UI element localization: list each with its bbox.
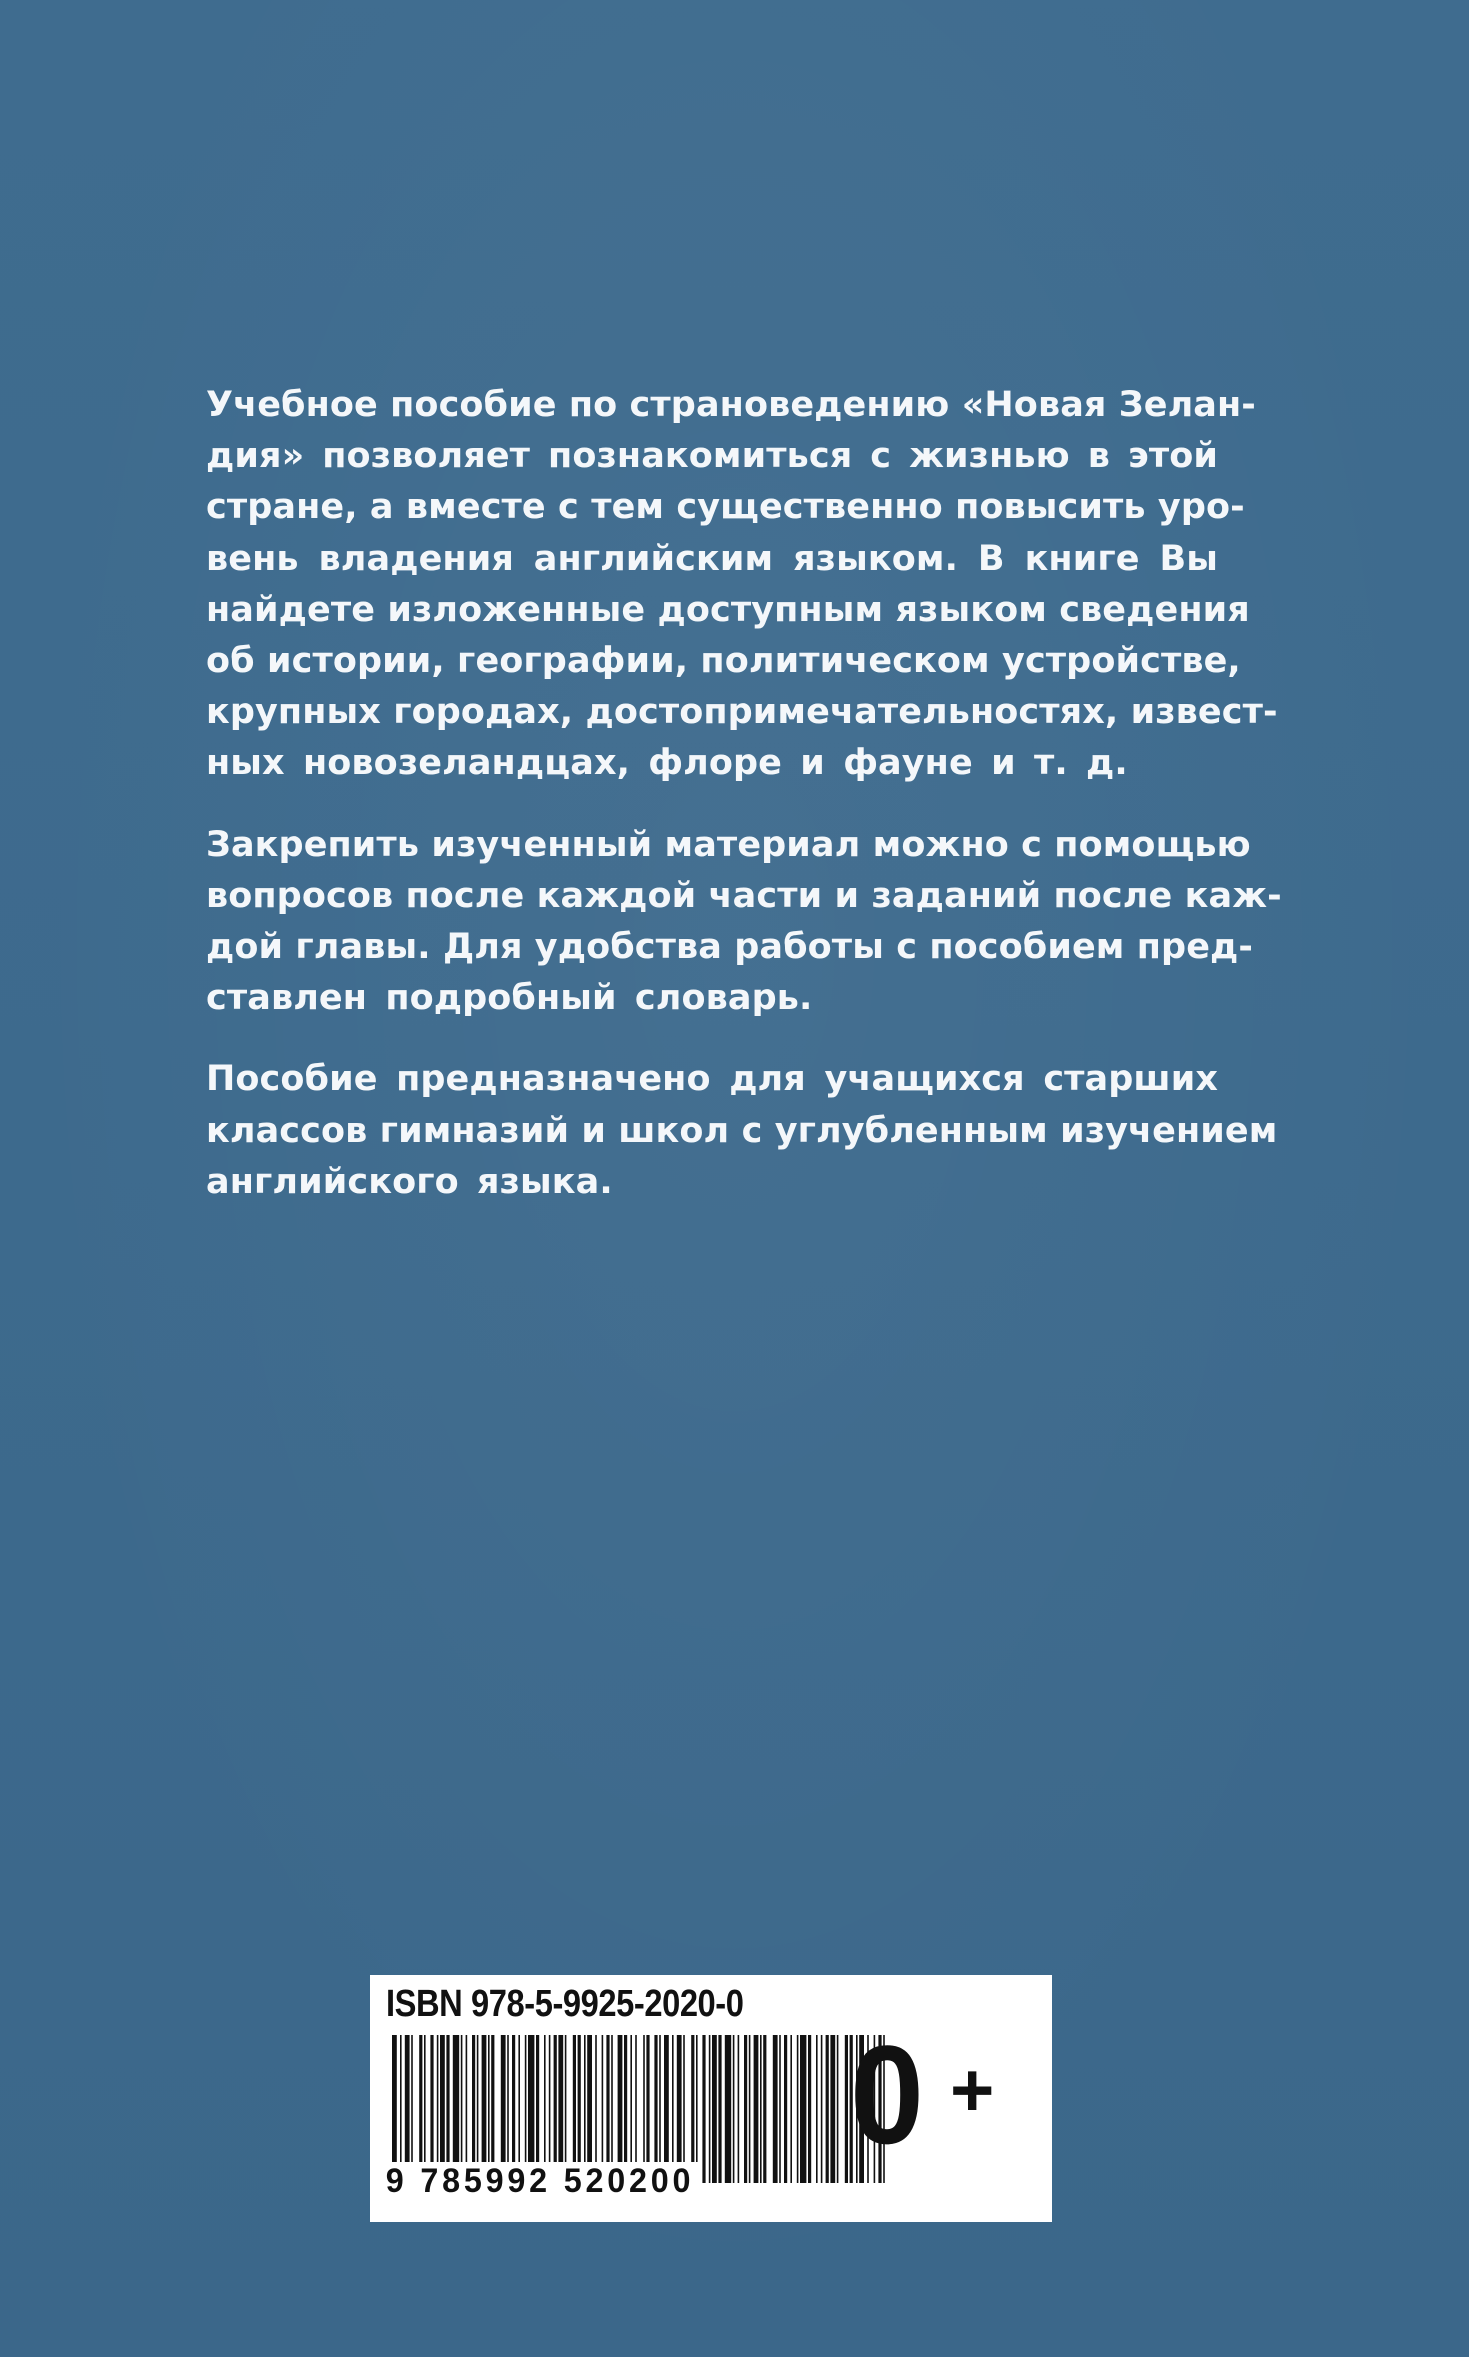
text-line: крупных городах, достопримечательностях, извест-	[206, 692, 1278, 733]
barcode-bar	[712, 2035, 717, 2183]
text-line: ставлен подробный словарь.	[206, 978, 813, 1019]
barcode-bar	[790, 2035, 792, 2183]
barcode-bar	[797, 2035, 799, 2183]
isbn-number: ISBN 978-5-9925-2020-0	[386, 1983, 744, 2025]
barcode-bar	[419, 2035, 422, 2183]
barcode-bar	[587, 2035, 592, 2183]
barcode-bar	[784, 2035, 787, 2183]
barcode-bar	[845, 2035, 848, 2183]
text-line: ных новозеландцах, флоре и фауне и т. д.	[206, 743, 1128, 784]
barcode-bar	[800, 2035, 806, 2183]
text-line: Учебное пособие по страноведению «Новая Зелан-	[206, 385, 1256, 425]
text-line: английского языка.	[206, 1161, 613, 1202]
barcode-bar	[411, 2035, 413, 2183]
text-line: найдете изложенные доступным языком сведения	[206, 589, 1250, 630]
barcode-bar	[446, 2035, 449, 2183]
barcode-bar	[830, 2035, 835, 2183]
barcode-bar	[528, 2035, 534, 2183]
barcode-icon	[390, 2035, 890, 2183]
barcode-bar	[461, 2035, 463, 2183]
barcode-bar	[760, 2035, 762, 2183]
barcode-bar	[611, 2035, 613, 2183]
barcode-bar	[837, 2035, 839, 2183]
barcode-bar	[643, 2035, 645, 2183]
age-rating-plus: +	[950, 2048, 995, 2133]
barcode-bar	[400, 2035, 402, 2183]
barcode-bar	[472, 2035, 475, 2183]
barcode-bar	[702, 2035, 705, 2183]
barcode-bar	[512, 2035, 515, 2183]
barcode-bar	[691, 2035, 694, 2183]
barcode-bar	[453, 2035, 459, 2183]
barcode-bar	[477, 2035, 479, 2183]
barcode-bar	[618, 2035, 623, 2183]
barcode-bar	[584, 2035, 586, 2183]
barcode-bar	[466, 2035, 468, 2183]
barcode-bar	[779, 2035, 781, 2183]
barcode-bar	[654, 2035, 657, 2183]
barcode-bar	[733, 2035, 735, 2183]
barcode-bar	[754, 2035, 759, 2183]
barcode-bar	[488, 2035, 490, 2183]
barcode-bar	[602, 2035, 604, 2183]
barcode-bar	[440, 2035, 445, 2183]
ean-barcode-digits: 9 785992 520200	[382, 2162, 698, 2201]
barcode-bar	[424, 2035, 426, 2183]
barcode-bar	[677, 2035, 682, 2183]
barcode-bar	[725, 2035, 731, 2183]
barcode-bar	[482, 2035, 487, 2183]
barcode-bar	[507, 2035, 509, 2183]
text-line: об истории, географии, политическом устройстве,	[206, 641, 1241, 682]
barcode-bar	[635, 2035, 637, 2183]
age-rating-number: 0	[850, 2016, 924, 2173]
barcode-bar	[518, 2035, 520, 2183]
isbn-barcode-label	[370, 1975, 1052, 2222]
barcode-bar	[718, 2035, 721, 2183]
barcode-bar	[606, 2035, 609, 2183]
barcode-bar	[646, 2035, 649, 2183]
barcode-bar	[536, 2035, 539, 2183]
description-paragraph-1	[206, 380, 1278, 790]
description-paragraph-2	[206, 820, 1282, 1025]
barcode-bar	[672, 2035, 674, 2183]
description-paragraph-3	[206, 1054, 1278, 1208]
barcode-bar	[821, 2035, 823, 2183]
barcode-bar	[816, 2035, 818, 2183]
barcode-bar	[744, 2035, 747, 2183]
barcode-bar	[549, 2035, 551, 2183]
age-rating-badge	[850, 2016, 995, 2173]
barcode-bar	[525, 2035, 527, 2183]
barcode-bar	[578, 2035, 581, 2183]
barcode-bar	[392, 2035, 397, 2183]
barcode-bar	[544, 2035, 546, 2183]
barcode-bar	[709, 2035, 711, 2183]
barcode-bar	[630, 2035, 632, 2183]
barcode-bar	[773, 2035, 778, 2183]
barcode-bar	[565, 2035, 567, 2183]
barcode-bar	[659, 2035, 661, 2183]
barcode-bar	[808, 2035, 811, 2183]
barcode-bar	[763, 2035, 766, 2183]
text-line: классов гимназий и школ с углубленным изучением	[206, 1110, 1278, 1151]
barcode-bar	[749, 2035, 751, 2183]
barcode-bar	[491, 2035, 494, 2183]
barcode-bar	[430, 2035, 433, 2183]
barcode-bar	[405, 2035, 410, 2183]
barcode-bar	[826, 2035, 829, 2183]
text-line: дой главы. Для удобства работы с пособием пред-	[206, 927, 1254, 968]
text-line: Пособие предназначено для учащихся старших	[206, 1059, 1218, 1100]
text-line: вопросов после каждой части и заданий после каж-	[206, 875, 1282, 916]
barcode-bar	[624, 2035, 627, 2183]
text-line: Закрепить изученный материал можно с помощью	[206, 824, 1251, 865]
barcode-bar	[558, 2035, 563, 2183]
barcode-bar	[595, 2035, 597, 2183]
barcode-bar	[554, 2035, 557, 2183]
barcode-bar	[437, 2035, 439, 2183]
barcode-bar	[696, 2035, 698, 2183]
barcode-bar	[738, 2035, 740, 2183]
cover-description	[206, 380, 1282, 1238]
barcode-bar	[573, 2035, 576, 2183]
barcode-bar	[664, 2035, 669, 2183]
barcode-bar	[683, 2035, 685, 2183]
barcode-bar	[501, 2035, 506, 2183]
text-line: вень владения английским языком. В книге Вы	[206, 538, 1218, 579]
text-line: стране, а вместе с тем существенно повысить уро-	[206, 487, 1245, 528]
text-line: дия» позволяет познакомиться с жизнью в этой	[206, 436, 1218, 477]
